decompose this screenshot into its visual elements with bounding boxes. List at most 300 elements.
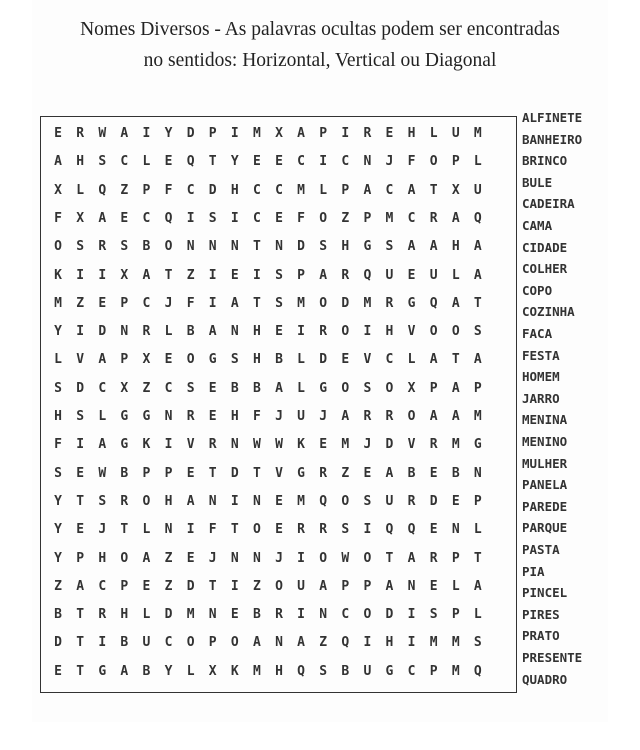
grid-cell[interactable]: H [98,550,107,566]
grid-cell[interactable]: A [341,409,350,424]
grid-cell[interactable]: P [319,126,328,141]
grid-cell[interactable]: L [76,182,85,198]
grid-cell[interactable]: A [473,239,482,255]
grid-cell[interactable]: W [275,437,283,453]
grid-cell[interactable]: G [319,380,328,396]
grid-cell[interactable]: E [407,267,416,283]
grid-cell[interactable]: A [451,210,460,226]
grid-cell[interactable]: V [363,352,372,368]
grid-cell[interactable]: K [297,437,305,453]
grid-cell[interactable]: Z [54,578,62,594]
grid-cell[interactable]: B [120,465,129,481]
grid-cell[interactable]: Q [363,267,372,283]
grid-cell[interactable]: Z [164,578,173,594]
grid-cell[interactable]: A [186,493,195,509]
grid-cell[interactable]: H [407,126,416,141]
grid-cell[interactable]: F [54,210,62,226]
grid-cell[interactable]: R [142,324,151,340]
grid-cell[interactable]: H [385,635,394,651]
grid-cell[interactable]: P [451,550,460,566]
grid-cell[interactable]: E [451,493,460,509]
grid-cell[interactable]: I [98,267,107,283]
grid-cell[interactable]: E [385,126,394,141]
grid-cell[interactable]: Q [407,522,416,538]
grid-cell[interactable]: Q [297,663,305,679]
grid-cell[interactable]: T [76,493,85,509]
grid-cell[interactable]: J [275,550,283,566]
grid-cell[interactable]: I [230,210,239,226]
grid-cell[interactable]: P [473,380,482,396]
grid-cell[interactable]: D [76,380,85,396]
grid-cell[interactable]: Z [142,380,151,396]
grid-cell[interactable]: E [429,465,438,481]
grid-cell[interactable]: L [297,352,305,368]
grid-cell[interactable]: E [208,409,217,424]
grid-cell[interactable]: K [142,437,151,453]
grid-cell[interactable]: P [363,210,372,226]
grid-cell[interactable]: G [407,295,416,311]
grid-cell[interactable]: L [142,154,151,170]
grid-cell[interactable]: X [120,380,129,396]
grid-cell[interactable]: N [208,493,217,509]
grid-cell[interactable]: I [297,607,305,623]
grid-cell[interactable]: M [252,126,261,141]
grid-cell[interactable]: K [54,267,62,283]
grid-cell[interactable]: O [429,154,438,170]
grid-cell[interactable]: C [297,154,305,170]
grid-cell[interactable]: N [164,522,173,538]
grid-cell[interactable]: S [230,352,239,368]
grid-cell[interactable]: O [363,550,372,566]
grid-cell[interactable]: F [252,409,261,424]
grid-cell[interactable]: O [319,210,328,226]
grid-cell[interactable]: G [98,663,107,679]
grid-cell[interactable]: X [275,126,283,141]
grid-cell[interactable]: O [451,324,460,340]
grid-cell[interactable]: B [407,465,416,481]
grid-cell[interactable]: Z [76,295,85,311]
grid-cell[interactable]: N [407,578,416,594]
grid-cell[interactable]: C [275,182,283,198]
grid-cell[interactable]: C [407,210,416,226]
grid-cell[interactable]: S [120,239,129,255]
grid-cell[interactable]: P [341,182,350,198]
grid-cell[interactable]: F [407,154,416,170]
grid-cell[interactable]: S [473,635,482,651]
grid-cell[interactable]: N [473,465,482,481]
grid-cell[interactable]: T [429,182,438,198]
grid-cell[interactable]: I [98,635,107,651]
grid-cell[interactable]: J [385,154,394,170]
grid-cell[interactable]: J [275,409,283,424]
grid-cell[interactable]: J [164,295,173,311]
grid-cell[interactable]: M [297,493,305,509]
grid-cell[interactable]: I [208,295,217,311]
grid-cell[interactable]: T [208,465,217,481]
grid-cell[interactable]: E [186,550,195,566]
grid-cell[interactable]: E [429,578,438,594]
grid-cell[interactable]: M [451,437,460,453]
grid-cell[interactable]: Y [164,663,173,679]
grid-cell[interactable]: R [407,493,416,509]
grid-cell[interactable]: I [164,437,173,453]
grid-cell[interactable]: Q [164,210,173,226]
grid-cell[interactable]: D [186,578,195,594]
grid-cell[interactable]: L [407,352,416,368]
grid-cell[interactable]: A [473,267,482,283]
grid-cell[interactable]: V [275,465,283,481]
grid-cell[interactable]: G [363,239,372,255]
grid-cell[interactable]: I [186,522,195,538]
grid-cell[interactable]: W [98,126,107,141]
grid-cell[interactable]: Y [54,550,62,566]
grid-cell[interactable]: E [275,210,283,226]
grid-cell[interactable]: M [363,295,372,311]
grid-cell[interactable]: A [208,324,217,340]
grid-cell[interactable]: C [385,352,394,368]
grid-cell[interactable]: P [208,126,217,141]
grid-cell[interactable]: S [76,409,85,424]
grid-cell[interactable]: P [451,607,460,623]
grid-cell[interactable]: T [208,578,217,594]
grid-cell[interactable]: A [98,352,107,368]
grid-cell[interactable]: O [186,352,195,368]
grid-cell[interactable]: A [76,578,85,594]
grid-cell[interactable]: L [451,578,460,594]
grid-cell[interactable]: L [473,154,482,170]
grid-cell[interactable]: H [385,324,394,340]
grid-cell[interactable]: O [363,607,372,623]
grid-cell[interactable]: P [142,465,151,481]
grid-cell[interactable]: G [120,437,129,453]
grid-cell[interactable]: L [451,267,460,283]
grid-cell[interactable]: S [54,465,62,481]
grid-cell[interactable]: P [429,380,438,396]
grid-cell[interactable]: Z [186,267,195,283]
grid-cell[interactable]: N [164,409,173,424]
grid-cell[interactable]: D [429,493,438,509]
grid-cell[interactable]: A [385,465,394,481]
grid-cell[interactable]: O [54,239,62,255]
grid-cell[interactable]: L [142,522,151,538]
grid-cell[interactable]: B [142,663,151,679]
grid-cell[interactable]: E [275,324,283,340]
grid-cell[interactable]: T [473,550,482,566]
grid-cell[interactable]: L [297,380,305,396]
grid-cell[interactable]: P [363,578,372,594]
grid-cell[interactable]: Q [341,635,350,651]
grid-cell[interactable]: M [451,635,460,651]
grid-cell[interactable]: Q [98,182,107,198]
grid-cell[interactable]: A [142,550,151,566]
grid-cell[interactable]: R [319,465,328,481]
grid-cell[interactable]: N [186,239,195,255]
grid-cell[interactable]: B [142,239,151,255]
grid-cell[interactable]: B [252,380,261,396]
grid-cell[interactable]: E [429,522,438,538]
grid-cell[interactable]: S [76,239,85,255]
grid-cell[interactable]: L [319,182,328,198]
grid-cell[interactable]: A [319,267,328,283]
grid-cell[interactable]: A [275,380,283,396]
grid-cell[interactable]: A [319,578,328,594]
grid-cell[interactable]: H [120,607,129,623]
grid-cell[interactable]: C [164,380,173,396]
grid-cell[interactable]: S [54,380,62,396]
grid-cell[interactable]: A [429,239,438,255]
grid-cell[interactable]: G [120,409,129,424]
grid-cell[interactable]: N [252,493,261,509]
grid-cell[interactable]: D [208,182,217,198]
grid-cell[interactable]: M [297,295,305,311]
grid-cell[interactable]: S [429,607,438,623]
grid-cell[interactable]: A [451,380,460,396]
grid-cell[interactable]: C [341,607,350,623]
grid-cell[interactable]: A [363,182,372,198]
grid-cell[interactable]: R [363,126,372,141]
grid-cell[interactable]: T [208,154,217,170]
grid-cell[interactable]: E [230,607,239,623]
grid-cell[interactable]: H [54,409,62,424]
grid-cell[interactable]: J [363,437,372,453]
grid-cell[interactable]: W [252,437,261,453]
grid-cell[interactable]: W [341,550,350,566]
grid-cell[interactable]: E [275,154,283,170]
grid-cell[interactable]: A [98,437,107,453]
grid-cell[interactable]: U [451,126,460,141]
grid-cell[interactable]: E [186,465,195,481]
grid-cell[interactable]: A [451,409,460,424]
grid-cell[interactable]: R [319,324,328,340]
grid-cell[interactable]: S [98,493,107,509]
grid-cell[interactable]: E [54,126,62,141]
grid-cell[interactable]: D [54,635,62,651]
grid-cell[interactable]: M [385,210,394,226]
grid-cell[interactable]: O [341,493,350,509]
grid-cell[interactable]: D [186,126,195,141]
grid-cell[interactable]: H [164,493,173,509]
grid-cell[interactable]: M [54,295,62,311]
grid-cell[interactable]: X [451,182,460,198]
grid-cell[interactable]: Z [120,182,129,198]
grid-cell[interactable]: D [164,607,173,623]
grid-cell[interactable]: C [252,210,261,226]
grid-cell[interactable]: S [363,380,372,396]
grid-cell[interactable]: E [98,295,107,311]
grid-cell[interactable]: I [407,635,416,651]
grid-cell[interactable]: L [164,324,173,340]
grid-cell[interactable]: L [473,607,482,623]
grid-cell[interactable]: O [429,324,438,340]
grid-cell[interactable]: Z [252,578,261,594]
grid-cell[interactable]: E [275,522,283,538]
grid-cell[interactable]: M [473,126,482,141]
grid-cell[interactable]: Z [164,550,173,566]
grid-cell[interactable]: H [341,239,350,255]
grid-cell[interactable]: B [451,465,460,481]
grid-cell[interactable]: U [142,635,151,651]
grid-cell[interactable]: X [407,380,416,396]
grid-cell[interactable]: U [363,663,372,679]
grid-cell[interactable]: F [208,522,217,538]
grid-cell[interactable]: E [275,493,283,509]
grid-cell[interactable]: D [385,437,394,453]
grid-cell[interactable]: C [341,154,350,170]
grid-cell[interactable]: D [319,352,328,368]
grid-cell[interactable]: I [363,635,372,651]
grid-cell[interactable]: J [98,522,107,538]
grid-cell[interactable]: Q [186,154,195,170]
grid-cell[interactable]: A [297,635,305,651]
grid-cell[interactable]: I [363,324,372,340]
grid-cell[interactable]: E [76,522,85,538]
grid-cell[interactable]: T [252,295,261,311]
grid-cell[interactable]: I [230,493,239,509]
grid-cell[interactable]: N [230,550,239,566]
grid-cell[interactable]: E [252,154,261,170]
grid-cell[interactable]: M [473,409,482,424]
grid-cell[interactable]: V [407,324,416,340]
grid-cell[interactable]: B [186,324,195,340]
grid-cell[interactable]: U [385,267,394,283]
grid-cell[interactable]: A [429,352,438,368]
grid-cell[interactable]: E [363,465,372,481]
grid-cell[interactable]: R [319,522,328,538]
grid-cell[interactable]: A [407,550,416,566]
grid-cell[interactable]: C [385,182,394,198]
grid-cell[interactable]: P [208,635,217,651]
grid-cell[interactable]: T [120,522,129,538]
grid-cell[interactable]: Y [230,154,239,170]
grid-cell[interactable]: X [76,210,85,226]
grid-cell[interactable]: T [473,295,482,311]
grid-cell[interactable]: I [252,267,261,283]
grid-cell[interactable]: R [341,267,350,283]
grid-cell[interactable]: R [429,550,438,566]
grid-cell[interactable]: I [341,126,350,141]
grid-cell[interactable]: L [98,409,107,424]
grid-cell[interactable]: R [429,437,438,453]
grid-cell[interactable]: A [230,295,239,311]
grid-cell[interactable]: P [120,578,129,594]
grid-cell[interactable]: S [275,267,283,283]
grid-cell[interactable]: M [341,437,350,453]
grid-cell[interactable]: J [319,409,328,424]
grid-cell[interactable]: M [429,635,438,651]
grid-cell[interactable]: C [98,380,107,396]
grid-cell[interactable]: C [142,210,151,226]
grid-cell[interactable]: Z [319,635,328,651]
grid-cell[interactable]: W [98,465,107,481]
grid-cell[interactable]: L [186,663,195,679]
grid-cell[interactable]: P [451,154,460,170]
grid-cell[interactable]: A [252,635,261,651]
grid-cell[interactable]: Z [341,465,350,481]
grid-cell[interactable]: O [319,295,328,311]
grid-cell[interactable]: O [407,409,416,424]
grid-cell[interactable]: L [142,607,151,623]
grid-cell[interactable]: Z [341,210,350,226]
grid-cell[interactable]: X [208,663,217,679]
grid-cell[interactable]: O [319,550,328,566]
grid-cell[interactable]: S [275,295,283,311]
grid-cell[interactable]: P [473,493,482,509]
grid-cell[interactable]: C [164,635,173,651]
grid-cell[interactable]: I [186,210,195,226]
grid-cell[interactable]: F [297,210,305,226]
grid-cell[interactable]: I [76,267,85,283]
grid-cell[interactable]: K [230,663,239,679]
grid-cell[interactable]: H [76,154,85,170]
grid-cell[interactable]: B [275,352,283,368]
grid-cell[interactable]: I [76,437,85,453]
grid-cell[interactable]: L [54,352,62,368]
grid-cell[interactable]: B [341,663,350,679]
grid-cell[interactable]: R [363,409,372,424]
grid-cell[interactable]: O [186,635,195,651]
grid-cell[interactable]: V [407,437,416,453]
grid-cell[interactable]: M [252,663,261,679]
grid-cell[interactable]: Q [429,295,438,311]
grid-cell[interactable]: A [429,409,438,424]
grid-cell[interactable]: E [164,154,173,170]
grid-cell[interactable]: T [164,267,173,283]
grid-cell[interactable]: S [319,239,328,255]
grid-cell[interactable]: O [164,239,173,255]
grid-cell[interactable]: X [120,267,129,283]
grid-cell[interactable]: J [208,550,217,566]
grid-cell[interactable]: Y [54,324,62,340]
grid-cell[interactable]: C [98,578,107,594]
grid-cell[interactable]: E [208,380,217,396]
grid-cell[interactable]: U [297,578,305,594]
grid-cell[interactable]: G [142,409,151,424]
grid-cell[interactable]: I [142,126,151,141]
grid-cell[interactable]: A [54,154,62,170]
grid-cell[interactable]: T [230,522,239,538]
grid-cell[interactable]: G [297,465,305,481]
grid-cell[interactable]: B [120,635,129,651]
grid-cell[interactable]: M [451,663,460,679]
grid-cell[interactable]: O [385,380,394,396]
grid-cell[interactable]: T [252,465,261,481]
grid-cell[interactable]: H [230,409,239,424]
grid-cell[interactable]: O [341,324,350,340]
grid-cell[interactable]: Y [54,493,62,509]
grid-cell[interactable]: R [186,409,195,424]
grid-cell[interactable]: P [142,182,151,198]
grid-cell[interactable]: R [385,295,394,311]
grid-cell[interactable]: E [230,267,239,283]
grid-cell[interactable]: U [473,182,482,198]
grid-cell[interactable]: S [208,210,217,226]
grid-cell[interactable]: E [341,352,350,368]
grid-cell[interactable]: L [429,126,438,141]
grid-cell[interactable]: A [451,295,460,311]
grid-cell[interactable]: T [76,635,85,651]
grid-cell[interactable]: Q [473,663,482,679]
grid-cell[interactable]: A [407,182,416,198]
grid-cell[interactable]: O [341,380,350,396]
grid-cell[interactable]: A [142,267,151,283]
grid-cell[interactable]: U [297,409,305,424]
grid-cell[interactable]: P [297,267,305,283]
grid-cell[interactable]: I [297,550,305,566]
grid-cell[interactable]: Q [473,210,482,226]
grid-cell[interactable]: C [186,182,195,198]
grid-cell[interactable]: B [54,607,62,623]
grid-cell[interactable]: E [54,663,62,679]
